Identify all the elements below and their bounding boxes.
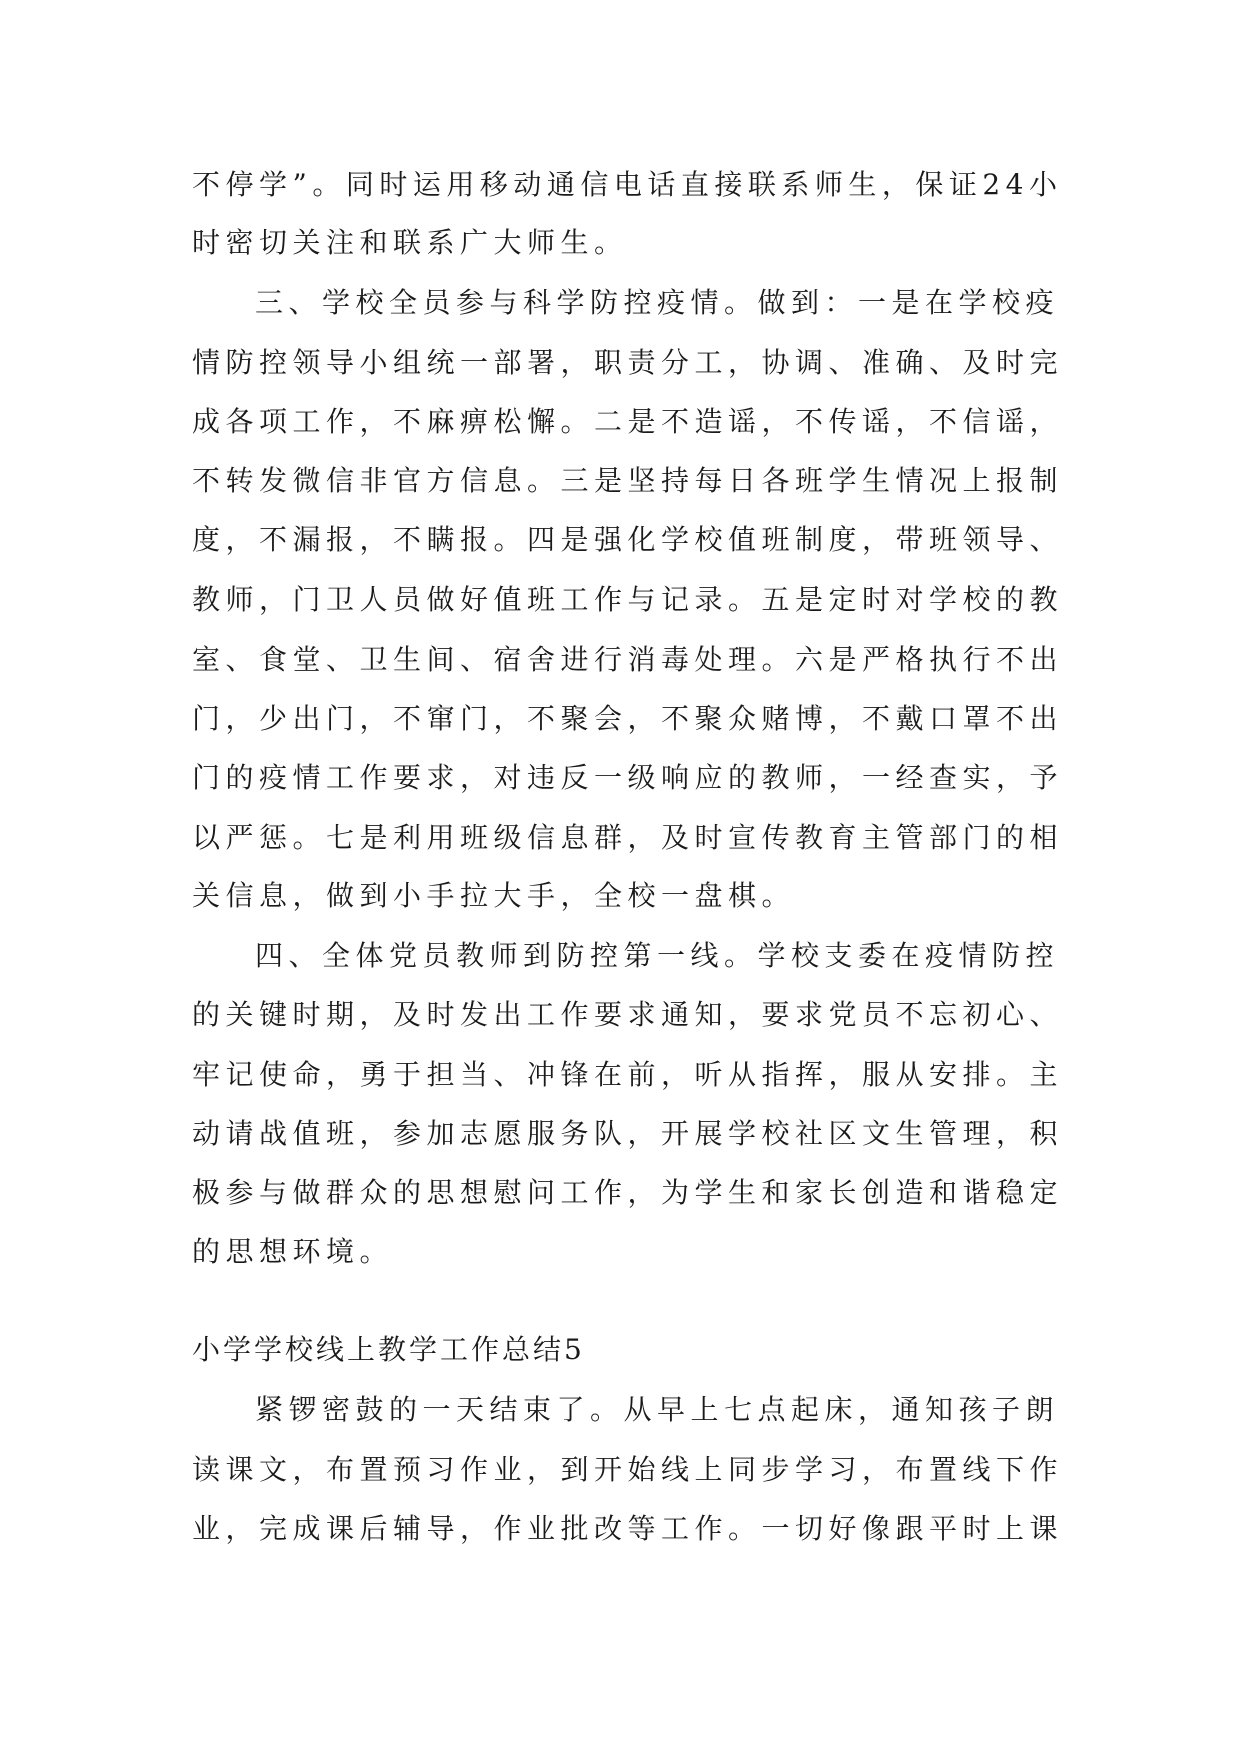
text-line: 关信息，做到小手拉大手，全校一盘棋。: [192, 879, 796, 912]
text-line: 不停学”。同时运用移动通信电话直接联系师生，保证24小: [192, 168, 1063, 201]
text-line: 门的疫情工作要求，对违反一级响应的教师，一经查实，予: [192, 761, 1064, 794]
section-heading: 小学学校线上教学工作总结5: [192, 1333, 585, 1366]
text-line: 门，少出门，不窜门，不聚会，不聚众赌博，不戴口罩不出: [192, 702, 1064, 735]
text-line: 的关键时期，及时发出工作要求通知，要求党员不忘初心、: [192, 998, 1064, 1031]
text-line: 业，完成课后辅导，作业批改等工作。一切好像跟平时上课: [192, 1512, 1064, 1545]
text-line: 牢记使命，勇于担当、冲锋在前，听从指挥，服从安排。主: [192, 1058, 1064, 1091]
text-line: 以严惩。七是利用班级信息群，及时宣传教育主管部门的相: [192, 821, 1064, 854]
paragraph-start-line: 三、学校全员参与科学防控疫情。做到：一是在学校疫: [255, 286, 1060, 319]
text-line: 极参与做群众的思想慰问工作，为学生和家长创造和谐稳定: [192, 1176, 1064, 1209]
text-line: 成各项工作，不麻痹松懈。二是不造谣，不传谣，不信谣，: [192, 405, 1064, 438]
text-line: 情防控领导小组统一部署，职责分工，协调、准确、及时完: [192, 346, 1064, 379]
text-line: 不转发微信非官方信息。三是坚持每日各班学生情况上报制: [192, 464, 1064, 497]
text-line: 度，不漏报，不瞒报。四是强化学校值班制度，带班领导、: [192, 523, 1064, 556]
text-line: 动请战值班，参加志愿服务队，开展学校社区文生管理，积: [192, 1117, 1064, 1150]
text-line: 室、食堂、卫生间、宿舍进行消毒处理。六是严格执行不出: [192, 643, 1064, 676]
text-line: 教师，门卫人员做好值班工作与记录。五是定时对学校的教: [192, 583, 1064, 616]
paragraph-start-line: 四、全体党员教师到防控第一线。学校支委在疫情防控: [255, 939, 1060, 972]
text-line: 读课文，布置预习作业，到开始线上同步学习，布置线下作: [192, 1453, 1064, 1486]
paragraph-start-line: 紧锣密鼓的一天结束了。从早上七点起床，通知孩子朗: [255, 1393, 1060, 1426]
text-line: 的思想环境。: [192, 1235, 394, 1268]
text-line: 时密切关注和联系广大师生。: [192, 226, 628, 259]
